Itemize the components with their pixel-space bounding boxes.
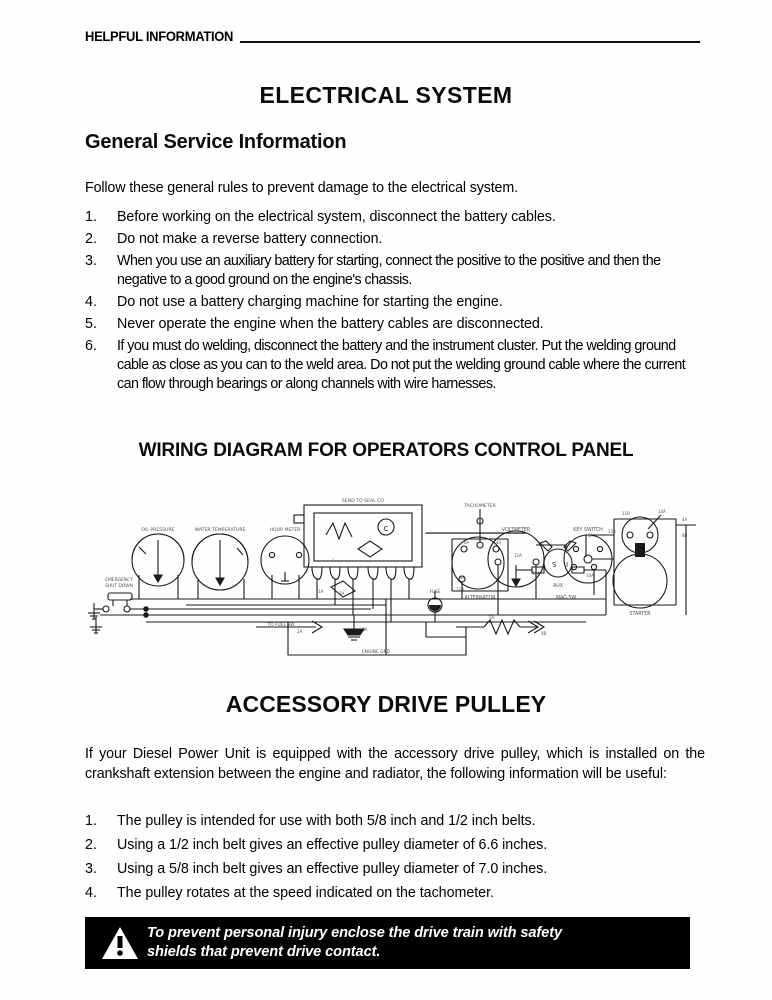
svg-text:I: I [566,561,569,569]
diagram-tag: 4A [682,517,688,522]
diagram-label-starter: STARTER [629,612,651,617]
diagram-tag: 5A [489,615,495,620]
list-item [85,337,707,394]
diagram-label-aux: AUX [552,584,564,589]
list-item-text: Do not use a battery charging machine for starting the engine. [117,294,503,310]
accessory-pulley-list [85,812,707,908]
wiring-schematic-svg [86,487,700,659]
diagram-label-tachometer: TACHOMETER [464,504,496,509]
list-item [85,860,707,879]
diagram-tag: 11B [622,511,630,516]
diagram-label-mag-sw: MAG SW [555,596,577,601]
list-item [85,252,707,290]
accessory-pulley-title: ACCESSORY DRIVE PULLEY [225,691,547,717]
diagram-tag: 11A [532,571,540,576]
diagram-label-water-temp: WATER TEMPERATURE [194,528,246,533]
section-heading-general-service: General Service Information [85,131,347,153]
diagram-tag: 6A [464,540,470,545]
warning-line-1: To prevent personal injury enclose the drive train with safety [147,925,562,941]
diagram-label-alternator: ALTERNATOR [464,596,496,601]
list-item-text: Before working on the electrical system, disconnect the battery cables. [117,209,556,225]
list-item-number: 5. [85,316,97,332]
diagram-label-emergency-shutdown-2: SHUT DOWN [105,584,133,589]
diagram-tag: 12A [514,553,522,558]
list-item-text: The pulley rotates at the speed indicated on the tachometer. [117,885,494,901]
list-item-number: 3. [85,861,97,877]
diagram-label-to-fuel-sw: TO FUEL SW [267,623,295,628]
diagram-label-fuse: FUSE [429,589,441,594]
warning-banner [85,917,690,969]
list-item-number: 1. [85,209,97,225]
diagram-tag: 14A [658,509,666,514]
list-item [85,208,707,227]
accessory-pulley-intro: If your Diesel Power Unit is equipped with the accessory drive pulley, which is installed on the crankshaft extension between the engine and radiator, the following information will be useful: [85,746,705,782]
list-item [85,293,707,312]
list-item-text: When you use an auxiliary battery for starting, connect the positive to the positive and then the negative to a good ground on the engine's chassis. [117,253,661,288]
diagram-tag: 1A [318,589,324,594]
list-item-number: 4. [85,294,97,310]
warning-message [147,924,572,962]
list-item-number: 4. [85,885,97,901]
list-item [85,315,707,334]
list-item-text: Never operate the engine when the battery cables are disconnected. [117,316,544,332]
diagram-label-emergency-shutdown: EMERGENCY [105,578,133,583]
diagram-label-engine-gnd: ENGINE GND [361,650,391,655]
diagram-label-cluster: SEND TO SEAL CO [342,499,384,504]
warning-line-2: shields that prevent drive contact. [147,944,381,960]
diagram-tag: 4B [541,631,547,636]
running-header [85,30,700,44]
wiring-diagram-heading: WIRING DIAGRAM FOR OPERATORS CONTROL PANEL [138,440,634,461]
svg-text:S: S [552,561,557,569]
diagram-tag: 2A [339,591,345,596]
diagram-label-hour-meter: HOUR METER [269,528,301,533]
list-item [85,884,707,903]
warning-triangle-icon [93,925,147,961]
diagram-tag: 4A [496,540,502,545]
diagram-tag: 8B [682,533,688,538]
diagram-label-voltmeter: VOLTMETER [501,528,531,533]
svg-text:C: C [383,525,389,533]
list-item-number: 2. [85,231,97,247]
diagram-tag: 2A [297,629,303,634]
diagram-tag: 12B [456,587,464,592]
page-title: ELECTRICAL SYSTEM [259,82,513,108]
general-service-lead-paragraph: Follow these general rules to prevent damage to the electrical system. [85,180,518,196]
diagram-tag: 13A [608,529,616,534]
list-item-number: 1. [85,813,97,829]
general-service-rules-list [85,208,707,397]
diagram-tag: 8A [434,609,440,614]
diagram-tag: 5A [431,605,437,610]
list-item-number: 3. [85,253,97,269]
list-item-text: If you must do welding, disconnect the battery and the instrument cluster. Put the welding ground cable as close as you can to the weld area. Do not put the welding ground cable where the current can flow through bearings or along channels with wire harnesses. [117,338,686,392]
running-header-title: HELPFUL INFORMATION [85,29,234,44]
diagram-tag: 5A [588,533,594,538]
list-item-text: Do not make a reverse battery connection. [117,231,383,247]
header-rule [240,41,700,43]
list-item-text: Using a 1/2 inch belt gives an effective pulley diameter of 6.6 inches. [117,837,548,853]
diagram-label-oil-pressure: OIL PRESSURE [141,528,175,533]
diagram-tag: 10A [586,573,594,578]
wiring-diagram-figure [86,487,700,659]
diagram-tag: 9A [460,575,466,580]
list-item-number: 6. [85,338,97,354]
list-item-number: 2. [85,837,97,853]
diagram-label-key-switch: KEY SWITCH [573,528,603,533]
diagram-tag: 3A [362,627,368,632]
list-item [85,230,707,249]
list-item [85,812,707,831]
list-item [85,836,707,855]
list-item-text: The pulley is intended for use with both 5/8 inch and 1/2 inch belts. [117,813,536,829]
list-item-text: Using a 5/8 inch belt gives an effective pulley diameter of 7.0 inches. [117,861,548,877]
